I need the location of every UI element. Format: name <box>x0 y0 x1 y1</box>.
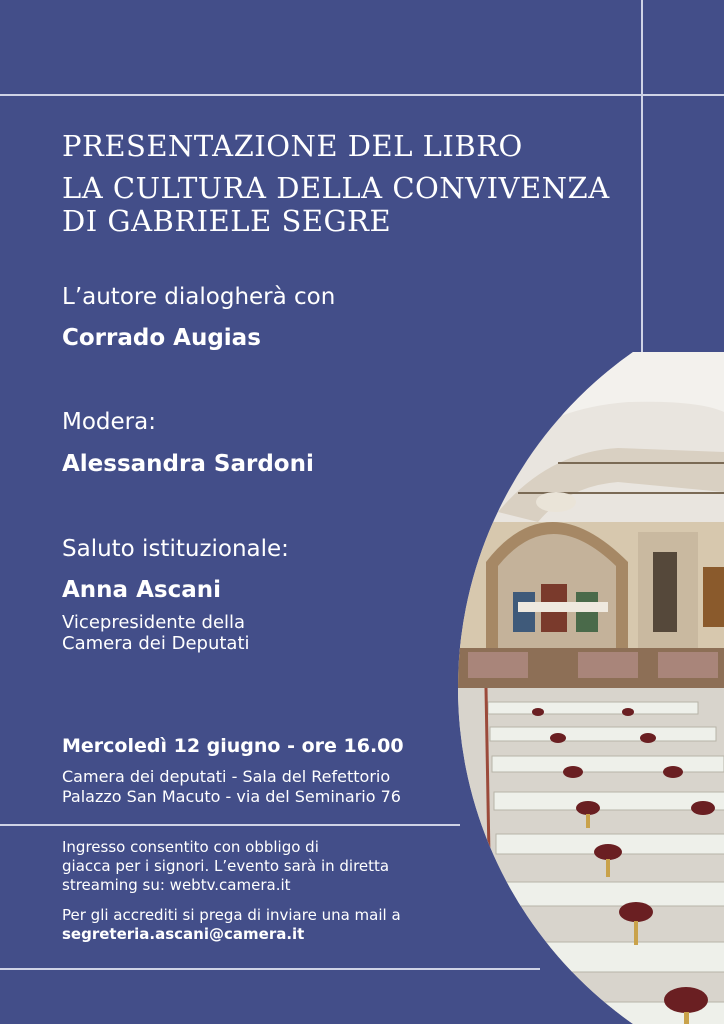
sala-refettorio-photo <box>458 352 724 1024</box>
event-datetime: Mercoledì 12 giugno - ore 16.00 <box>62 735 404 757</box>
notes-line-4: Per gli accrediti si prega di inviare una mail a <box>62 906 401 924</box>
event-venue-line-2: Palazzo San Macuto - via del Seminario 76 <box>62 787 401 806</box>
greeting-role-line-2: Camera dei Deputati <box>62 633 250 654</box>
greeting-label: Saluto istituzionale: <box>62 536 289 562</box>
title-line-1: PRESENTAZIONE DEL LIBRO <box>62 129 523 163</box>
dialogue-name: Corrado Augias <box>62 325 261 351</box>
top-rule <box>0 94 724 96</box>
event-venue-line-1: Camera dei deputati - Sala del Refettorio <box>62 767 391 786</box>
greeting-name: Anna Ascani <box>62 577 221 603</box>
right-vertical-rule <box>641 0 643 384</box>
contact-email[interactable]: segreteria.ascani@camera.it <box>62 925 305 943</box>
dialogue-label: L’autore dialogherà con <box>62 284 336 310</box>
title-line-2: LA CULTURA DELLA CONVIVENZA <box>62 171 610 205</box>
middle-rule <box>0 824 460 826</box>
title-line-3: DI GABRIELE SEGRE <box>62 204 392 238</box>
notes-line-3: streaming su: webtv.camera.it <box>62 876 291 894</box>
moderator-name: Alessandra Sardoni <box>62 451 314 477</box>
greeting-role-line-1: Vicepresidente della <box>62 612 246 633</box>
notes-line-1: Ingresso consentito con obbligo di <box>62 838 319 856</box>
moderator-label: Modera: <box>62 409 156 435</box>
notes-line-2: giacca per i signori. L’evento sarà in diretta <box>62 857 390 875</box>
